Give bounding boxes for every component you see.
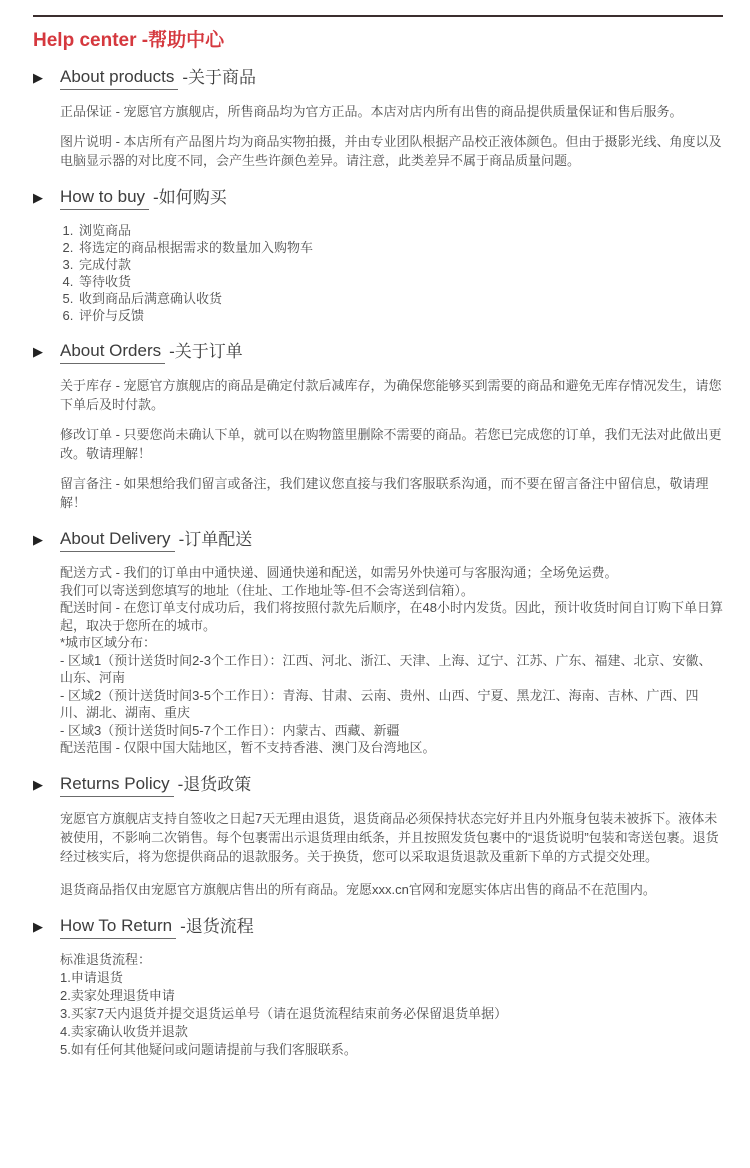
triangle-bullet-icon: ▶ [33,776,43,792]
section-link-how-to-buy[interactable]: How to buy [60,186,149,210]
section-body [60,951,723,1059]
paragraph-return-scope: 退货商品指仅由宠愿官方旗舰店售出的所有商品。宠愿xxx.cn官网和宠愿实体店出售的商品不在范围内。 [60,881,656,897]
return-step-1: 1.申请退货 [60,969,123,985]
section-about-orders [33,340,723,512]
top-divider [33,15,723,17]
section-how-to-buy [33,186,723,324]
triangle-bullet-icon: ▶ [33,532,43,547]
list-item: 6. 评价与反馈 [77,307,723,324]
return-step-4: 4.卖家确认收货并退款 [60,1023,188,1039]
section-body [60,564,723,757]
section-link-returns-policy[interactable]: Returns Policy [60,773,174,797]
help-center-page [33,15,723,1059]
section-link-about-delivery[interactable]: About Delivery [60,528,175,552]
list-item: 1. 浏览商品 [77,222,723,239]
section-body [60,102,723,170]
return-step-3: 3.买家7天内退货并提交退货运单号（请在退货流程结束前务必保留退货单据） [60,1005,508,1021]
section-title-zh: -退货流程 [180,916,254,936]
triangle-bullet-icon: ▶ [33,918,43,934]
section-heading-about-orders [33,340,723,364]
section-about-products [33,66,723,170]
list-item: 5. 收到商品后满意确认收货 [77,290,723,307]
section-about-delivery [33,528,723,757]
page-title: Help center -帮助中心 [33,30,225,51]
buy-steps-list [60,222,723,324]
section-link-about-orders[interactable]: About Orders [60,340,165,364]
city-zones-label: *城市区域分布： [60,635,157,650]
section-how-to-return [33,915,723,1059]
section-heading-how-to-return [33,915,723,939]
section-title-zh: -关于商品 [182,68,257,87]
section-returns-policy [33,773,723,899]
paragraph-return-policy: 宠愿官方旗舰店支持自签收之日起7天无理由退货，退货商品必须保持状态完好并且内外瓶身包装未被拆下。液体未被使用，不影响二次销售。每个包裹需出示退货理由纸条，并且按照发货包裹中的“退货说明”包装和寄送包裹。退货经过核实后，将为您提供商品的退款服务。关于换货，您可以采取退货退款及重新下单的方式提交处理。 [60,810,719,864]
return-step-5: 5.如有任何其他疑问或问题请提前与我们客服联系。 [60,1041,357,1057]
paragraph-photo-note: 图片说明 - 本店所有产品图片均为商品实物拍摄，并由专业团队根据产品校正液体颜色。但由于摄影光线、角度以及电脑显示器的对比度不同，会产生些许颜色差异。请注意，此类差异不属于商品质量问题。 [60,134,722,168]
triangle-bullet-icon: ▶ [33,70,43,85]
zone-1-line: - 区域1（预计送货时间2-3个工作日）：江西、河北、浙江、天津、上海、辽宁、江苏、广东、福建、北京、安徽、山东、河南 [60,652,712,685]
triangle-bullet-icon: ▶ [33,190,43,205]
list-item: 4. 等待收货 [77,273,723,290]
list-item: 2. 将选定的商品根据需求的数量加入购物车 [77,239,723,256]
triangle-bullet-icon: ▶ [33,344,43,359]
delivery-method-line: 配送方式 - 我们的订单由中通快递、圆通快递和配送，如需另外快递可与客服沟通；全场免运费。 [60,565,618,580]
section-heading-how-to-buy [33,186,723,210]
section-heading-about-products [33,66,723,90]
section-heading-about-delivery [33,528,723,552]
delivery-scope-line: 配送范围 - 仅限中国大陆地区，暂不支持香港、澳门及台湾地区。 [60,740,436,755]
delivery-time-line: 配送时间 - 在您订单支付成功后，我们将按照付款先后顺序，在48小时内发货。因此，预计收货时间自订购下单日算起，取决于您所在的城市。 [60,600,724,633]
return-step-2: 2.卖家处理退货申请 [60,987,175,1003]
section-title-zh: -如何购买 [153,188,227,207]
paragraph-authenticity: 正品保证 - 宠愿官方旗舰店，所售商品均为官方正品。本店对店内所有出售的商品提供质量保证和售后服务。 [60,104,683,119]
section-title-zh: -订单配送 [178,530,253,549]
paragraph-stock: 关于库存 - 宠愿官方旗舰店的商品是确定付款后减库存，为确保您能够买到需要的商品和避免无库存情况发生，请您下单后及时付款。 [60,378,722,412]
return-flow-label: 标准退货流程： [60,951,152,967]
paragraph-remarks: 留言备注 - 如果想给我们留言或备注，我们建议您直接与我们客服联系沟通，而不要在留言备注中留信息，敬请理解！ [60,476,709,510]
zone-3-line: - 区域3（预计送货时间5-7个工作日）：内蒙古、西藏、新疆 [60,722,400,738]
section-title-zh: -退货政策 [177,774,252,794]
zone-2-line: - 区域2（预计送货时间3-5个工作日）：青海、甘肃、云南、贵州、山西、宁夏、黑龙江、海南、吉林、广西、四川、湖北、湖南、重庆 [60,687,699,720]
section-link-about-products[interactable]: About products [60,66,178,90]
section-body [60,376,723,512]
section-body [60,809,723,899]
section-title-zh: -关于订单 [169,342,243,361]
delivery-address-line: 我们可以寄送到您填写的地址（住址、工作地址等-但不会寄送到信箱）。 [60,582,474,598]
list-item: 3. 完成付款 [77,256,723,273]
section-heading-returns-policy [33,773,723,797]
paragraph-modify-order: 修改订单 - 只要您尚未确认下单，就可以在购物篮里删除不需要的商品。若您已完成您的订单，我们无法对此做出更改。敬请理解！ [60,427,722,461]
section-link-how-to-return[interactable]: How To Return [60,915,176,939]
